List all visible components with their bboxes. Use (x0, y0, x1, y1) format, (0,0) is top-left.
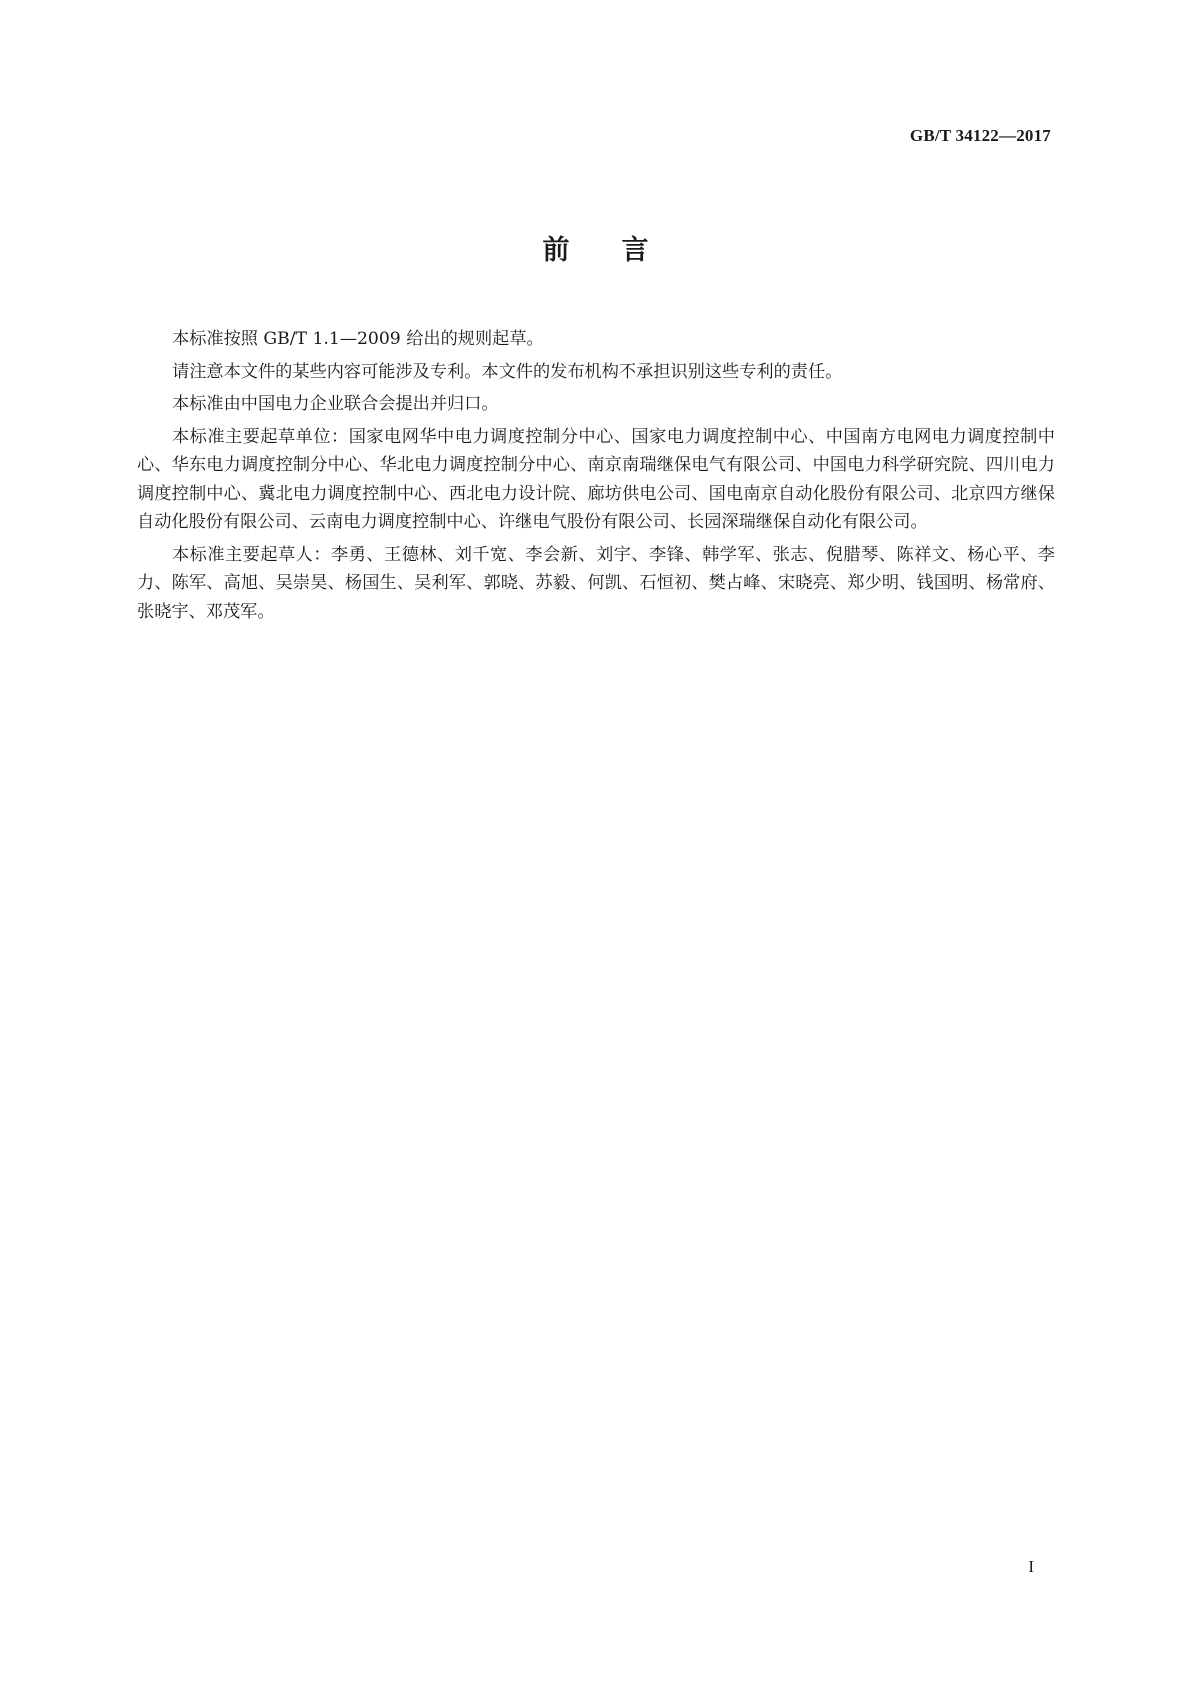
paragraph-drafters: 本标准主要起草人：李勇、王德林、刘千宽、李会新、刘宇、李锋、韩学军、张志、倪腊琴、陈祥文、杨心平、李力、陈军、高旭、吴崇昊、杨国生、吴利军、郭晓、苏毅、何凯、石恒初、樊占峰、宋晓亮、郑少明、钱国明、杨常府、张晓宇、邓茂军。 (137, 544, 1055, 622)
page-number: I (1028, 1557, 1034, 1576)
paragraph-drafting-rules: 本标准按照 GB/T 1.1—2009 给出的规则起草。 (172, 329, 544, 349)
page-title: 前言 (542, 235, 701, 266)
paragraph-drafting-units: 本标准主要起草单位：国家电网华中电力调度控制分中心、国家电力调度控制中心、中国南方电网电力调度控制中心、华东电力调度控制分中心、华北电力调度控制分中心、南京南瑞继保电气有限公司、中国电力科学研究院、四川电力调度控制中心、冀北电力调度控制中心、西北电力设计院、廊坊供电公司、国电南京自动化股份有限公司、北京四方继保自动化股份有限公司、云南电力调度控制中心、许继电气股份有限公司、长园深瑞继保自动化有限公司。 (137, 426, 1055, 532)
paragraph-proposer: 本标准由中国电力企业联合会提出并归口。 (172, 394, 499, 414)
paragraph-patent-notice: 请注意本文件的某些内容可能涉及专利。本文件的发布机构不承担识别这些专利的责任。 (172, 361, 843, 382)
standard-number: GB/T 34122—2017 (909, 126, 1051, 145)
foreword-body (137, 325, 1055, 630)
